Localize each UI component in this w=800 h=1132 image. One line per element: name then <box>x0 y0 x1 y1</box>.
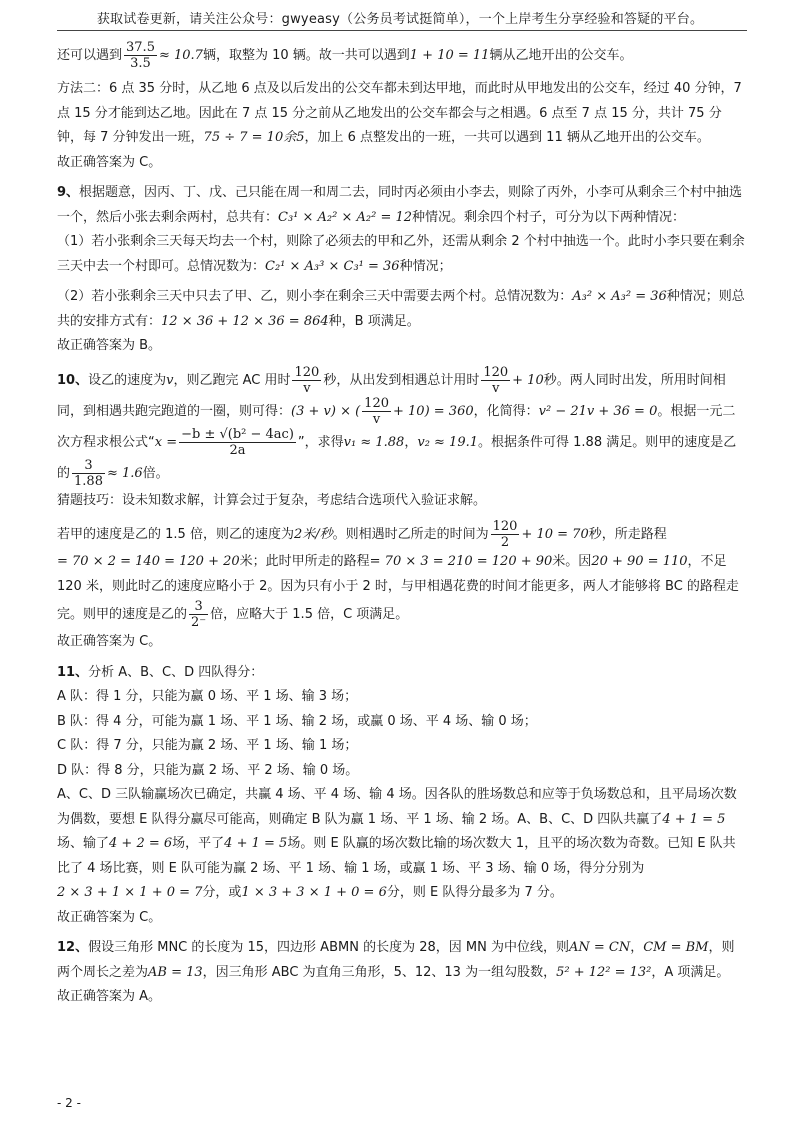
fraction: $\frac{3}{1.88}$ <box>74 457 103 489</box>
paragraph: A、C、D 三队输赢场次已确定，共赢 4 场、平 4 场、输 4 场。因各队的胜场数总和应等于负场数总和，且平局场次数为偶数，要想 E 队得分赢尽可能高，则确定 B 队为赢 1 场、平 1 场、输 2 场。A、B、C、D 四队共赢了4 + 1 = 5场、输了4 + 2 = 6场，平了4 + 1 = 5场。则 E 队赢的场次数比输的场次数大 1，且平的场次数为奇数。已知 E 队共比了 4 场比赛，则 E 队可能为赢 2 场、平 1 场、输 1 场，或赢 1 场、平 3 场、输 0 场，得分分别为2 × 3 + 1 × 1 + 0 = 7分，或1 × 3 + 3 × 1 + 0 = 6分，则 E 队得分最多为 7 分。 <box>57 787 737 900</box>
paragraph: 若甲的速度是乙的 1.5 倍，则乙的速度为2米/秒。则相遇时乙所走的时间为 $\frac{120}{2}$ + 10 = 70秒，所走路程= 70 × 2 = 140 = 120 + 20米；此时甲所走的路程= 70 × 3 = 210 = 120 + 90米。因20 + 90 = 110，不足 120 米，则此时乙的速度应略小于 2。因为只有小于 2 时，与甲相遇花费的时间才能更多，两人才能够将 BC 的路程走完。则甲的速度是乙的 $\frac{3}{2^-}$ 倍，应略大于 1.5 倍，C 项满足。 <box>57 519 739 630</box>
header-divider <box>57 30 747 31</box>
paragraph: 方法二：6 点 35 分时，从乙地 6 点及以后发出的公交车都未到达甲地，而此时从甲地发出的公交车，经过 40 分钟，7 点 15 分才能到达乙地。因此在 7 点 15 分之前从乙地发出的公交车都会与之相遇。6 点至 7 点 15 分，共计 75 分钟，每 7 分钟发出一班，75 ÷ 7 = 10余5，加上 6 点整发出的一班，一共可以遇到 11 辆从乙地开出的公交车。 <box>57 81 742 145</box>
page-header: 获取试卷更新，请关注公众号：gwyeasy（公务员考试挺简单），一个上岸考生分享经验和答疑的平台。 <box>96 12 704 27</box>
paragraph: 还可以遇到 $\frac{37.5}{3.5}$ ≈ 10.7辆，取整为 10 辆。故一共可以遇到1 + 10 = 11辆从乙地开出的公交车。 <box>57 40 633 71</box>
list-item: A 队：得 1 分，只能为赢 0 场、平 1 场、输 3 场； <box>57 689 358 704</box>
tip-line: 猜题技巧：设未知数求解，计算会过于复杂，考虑结合选项代入验证求解。 <box>57 492 487 508</box>
answer-line: 故正确答案为 C。 <box>57 909 162 925</box>
question-9: 9、根据题意，因丙、丁、戊、己只能在周一和周二去，同时丙必须由小李去，则除了丙外，小李可从剩余三个村中抽选一个，然后小张去剩余两村，总共有：C₃¹ × A₂² × A₂² = 12种情况。剩余四个村子，可分为以下两种情况： <box>57 185 743 225</box>
paragraph: （1）若小张剩余三天每天均去一个村，则除了必须去的甲和乙外，还需从剩余 2 个村中抽选一个。此时小李只要在剩余三天中去一个村即可。总情况数为：C₂¹ × A₃³ × C₃¹ = 36种情况； <box>57 234 745 274</box>
list-item: D 队：得 8 分，只能为赢 2 场、平 2 场、输 0 场。 <box>57 762 359 778</box>
question-11: 11、分析 A、B、C、D 四队得分： <box>57 664 264 680</box>
page-number: - 2 - <box>57 1096 81 1110</box>
fraction: $\frac{120}{2}$ <box>492 519 518 550</box>
fraction: $\frac{120}{v}$ <box>294 364 320 396</box>
answer-line: 故正确答案为 A。 <box>57 989 162 1004</box>
list-item: C 队：得 7 分，只能为赢 2 场、平 1 场、输 1 场； <box>57 738 358 753</box>
fraction: $\frac{\text{−b ± √(b² − 4ac)}}{2a}$ <box>181 426 294 458</box>
question-10: 10、设乙的速度为v，则乙跑完 AC 用时 $\frac{120}{v}$ 秒，从出发到相遇总计用时 $\frac{120}{v}$ + 10秒。两人同时出发，所用时间相同，到相遇共跑完跑道的一圈，则可得：(3 + v) × ( $\frac{120}{v}$ + 10) = 360，化简得：v² − 21v + 36 = 0。根据一元二次方程求根公式“x = $\frac{\text{−b ± √(b² − 4ac)}}{2a}$ ”，求得v₁ ≈ 1.88，v₂ ≈ 19.1。根据条件可得 1.88 满足。则甲的速度是乙的 $\frac{3}{1.88}$ ≈ 1.6倍。 <box>57 364 737 489</box>
fraction: $\frac{120}{v}$ <box>483 364 509 396</box>
list-item: B 队：得 4 分，可能为赢 1 场、平 1 场、输 2 场，或赢 0 场、平 4 场、输 0 场； <box>57 713 537 729</box>
answer-line: 故正确答案为 B。 <box>57 338 162 353</box>
answer-line: 故正确答案为 C。 <box>57 154 162 170</box>
fraction: $\frac{120}{v}$ <box>364 395 389 427</box>
paragraph: （2）若小张剩余三天中只去了甲、乙，则小李在剩余三天中需要去两个村。总情况数为：A₃² × A₃² = 36种情况；则总共的安排方式有：12 × 36 + 12 × 36 = 864种，B 项满足。 <box>57 289 745 329</box>
question-12: 12、假设三角形 MNC 的长度为 15，四边形 ABMN 的长度为 28，因 MN 为中位线，则AN = CN，CM = BM，则两个周长之差为AB = 13，因三角形 ABC 为直角三角形，5、12、13 为一组勾股数，5² + 12² = 13²，A 项满足。 <box>57 940 735 980</box>
answer-line: 故正确答案为 C。 <box>57 634 162 649</box>
document-body <box>57 40 747 1010</box>
fraction: $\frac{37.5}{3.5}$ <box>126 40 155 71</box>
fraction: $\frac{3}{2^-}$ <box>191 599 207 630</box>
